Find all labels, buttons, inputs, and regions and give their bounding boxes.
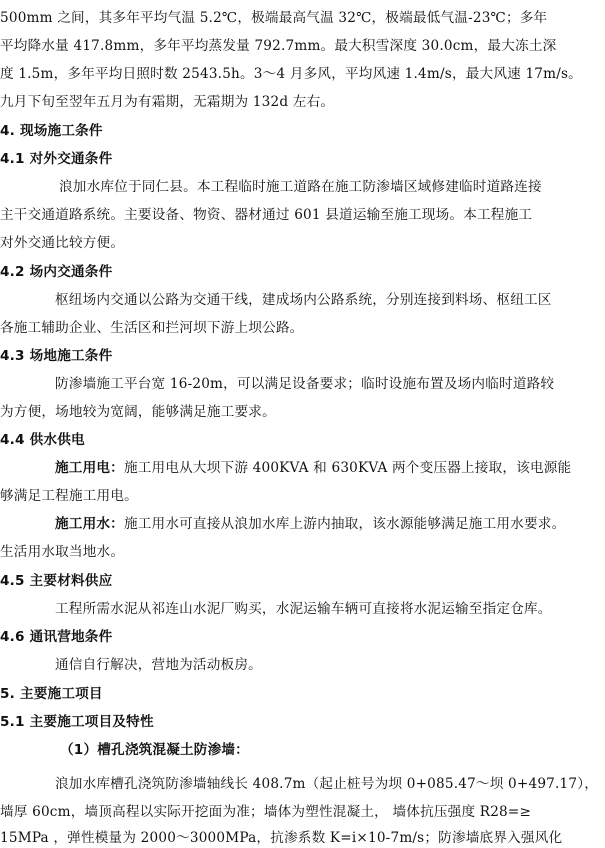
- water-cont: 生活用水取当地水。: [0, 544, 125, 560]
- para-4-1-line-2: 主干交通道路系统。主要设备、物资、器材通过 601 县道运输至施工现场。本工程施工: [0, 207, 533, 223]
- heading-4-5: 4.5 主要材料供应: [0, 573, 113, 589]
- climate-line-2: 平均降水量 417.8mm，多年平均蒸发量 792.7mm。最大积雪深度 30.0cm，最大冻土深: [0, 38, 557, 54]
- heading-4-3: 4.3 场地施工条件: [0, 348, 113, 364]
- water-label: 施工用水：: [55, 516, 124, 532]
- water-paragraph: [55, 514, 565, 534]
- heading-section-4: 4. 现场施工条件: [0, 123, 103, 139]
- para-5-1-1-line-3: 15MPa ，弹性模量为 2000～3000MPa，抗渗系数 K=i×10-7m/s；防渗墙底界入强风化: [0, 830, 563, 846]
- para-5-1-1-line-2: 墙厚 60cm，墙顶高程以实际开挖面为准；墙体为塑性混凝土， 墙体抗压强度 R28=≥: [0, 804, 532, 820]
- heading-4-4: 4.4 供水供电: [0, 432, 85, 448]
- power-cont: 够满足工程施工用电。: [0, 488, 138, 504]
- power-label: 施工用电：: [55, 460, 124, 476]
- power-paragraph: [55, 458, 571, 478]
- para-4-5: 工程所需水泥从祁连山水泥厂购买，水泥运输车辆可直接将水泥运输至指定仓库。: [55, 601, 552, 617]
- heading-4-1: 4.1 对外交通条件: [0, 151, 113, 167]
- heading-5-1-1: （1）槽孔浇筑混凝土防渗墙：: [60, 742, 249, 758]
- para-4-1-line-1: 浪加水库位于同仁县。本工程临时施工道路在施工防渗墙区域修建临时道路连接: [59, 179, 542, 195]
- para-4-2-line-1: 枢纽场内交通以公路为交通干线，建成场内公路系统，分别连接到料场、枢纽工区: [55, 292, 552, 308]
- climate-line-3: 度 1.5m，多年平均日照时数 2543.5h。3～4 月多风，平均风速 1.4m/s，最大风速 17m/s。: [0, 66, 582, 82]
- heading-5-1: 5.1 主要施工项目及特性: [0, 714, 154, 730]
- para-4-3-line-2: 为方便，场地较为宽阔，能够满足施工要求。: [0, 404, 276, 420]
- climate-line-4: 九月下旬至翌年五月为有霜期，无霜期为 132d 左右。: [0, 94, 335, 110]
- para-4-1-line-3: 对外交通比较方便。: [0, 235, 125, 251]
- para-4-3-line-1: 防渗墙施工平台宽 16-20m，可以满足设备要求；临时设施布置及场内临时道路较: [55, 376, 555, 392]
- water-text: 施工用水可直接从浪加水库上游内抽取，该水源能够满足施工用水要求。: [123, 516, 566, 532]
- heading-4-2: 4.2 场内交通条件: [0, 264, 113, 280]
- para-4-2-line-2: 各施工辅助企业、生活区和拦河坝下游上坝公路。: [0, 320, 304, 336]
- heading-section-5: 5. 主要施工项目: [0, 686, 103, 702]
- climate-line-1: 500mm 之间，其多年平均气温 5.2℃，极端最高气温 32℃，极端最低气温-23℃；多年: [0, 10, 548, 26]
- heading-4-6: 4.6 通讯营地条件: [0, 629, 113, 645]
- power-text: 施工用电从大坝下游 400KVA 和 630KVA 两个变压器上接取，该电源能: [123, 460, 572, 476]
- para-5-1-1-line-1: 浪加水库槽孔浇筑防渗墙轴线长 408.7m（起止桩号为坝 0+085.47～坝 0+497.17），: [55, 776, 599, 792]
- para-4-6: 通信自行解决，营地为活动板房。: [55, 657, 262, 673]
